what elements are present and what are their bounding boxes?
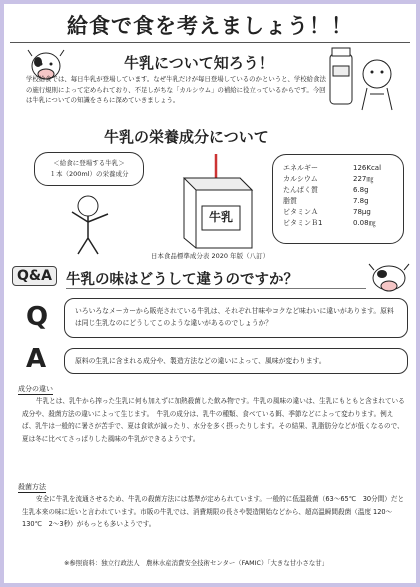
handout-page <box>4 4 416 583</box>
nutrient-row: エネルギー 126Kcal <box>283 164 382 172</box>
title-divider <box>10 42 410 43</box>
nutrition-heading: 牛乳の栄養成分について <box>104 128 269 146</box>
nutrient-row: ビタミンＡ 78μg <box>283 208 371 216</box>
intro-paragraph: 学校給食では、毎日牛乳が登場しています。なぜ牛乳だけが毎日登場しているのかというと、学校給食法の施行規則によって定められており、不足しがちな「カルシウム」の補給に役立っているからです。今回は牛乳についての知識をさらに深めていきましょう。 <box>26 75 326 104</box>
section1-label: 成分の違い <box>18 385 53 393</box>
a-letter: A <box>26 344 47 374</box>
reference-note: ※参照資料：独立行政法人 農林水産消費安全技術センター（FAMIC）「大きな甘小さな甘」 <box>64 559 329 567</box>
milk-heading: 牛乳について知ろう！ <box>124 54 274 72</box>
section2-label: 殺菌方法 <box>18 483 46 491</box>
child-character-icon <box>64 192 120 256</box>
q-letter: Q <box>26 302 49 332</box>
qa-underline <box>66 288 366 289</box>
callout-line2: １本（200ml）の栄養成分 <box>49 170 129 178</box>
cow-icon <box>366 260 412 294</box>
qa-badge: Q&A <box>12 266 57 286</box>
carton-label: 牛乳 <box>208 210 233 224</box>
source-note: 日本食品標準成分表 2020 年版（八訂） <box>150 252 270 260</box>
section2-paragraph: 安全に牛乳を流通させるため、牛乳の殺菌方法には基準が定められています。一般的に低温殺菌（63～65℃ 30分間）だと生乳本来の味に近いと言われています。市販の牛乳では、消費期限の長さや製造開始などから、超高温瞬間殺菌（温度 120～130℃ 2～3秒）がもっとも多いようです。 <box>22 495 405 528</box>
milk-bottle-icon <box>322 44 402 114</box>
milk-carton-icon <box>166 154 266 254</box>
callout-line1: ＜給食に登場する牛乳＞ <box>53 159 125 167</box>
milk-callout <box>34 152 144 186</box>
section1-paragraph: 牛乳とは、乳牛から搾った生乳に何も加えずに加熱殺菌した飲み物です。牛乳の風味の違いは、生乳にもともと含まれている成分や、殺菌方法の違いによって生じます。 牛乳の成分は、乳牛の種類、食べている餌、季節などによって変わります。例えば、乳牛は一般的に暑さが苦手で、夏は食欲が減ったり、水分を多く摂ったりします。その結果、乳脂肪分などが低くなるので、夏は冬に比べてさっぱりした風味の牛乳ができるようです。 <box>22 397 405 443</box>
question-bubble: いろいろなメーカーから販売されている牛乳は、それぞれ甘味やコクなど味わいに違いがあります。原料は同じ生乳なのにどうしてこのような違いがあるのでしょうか？ <box>64 298 408 338</box>
answer-bubble: 原料の生乳に含まれる成分や、製造方法などの違いによって、風味が変わります。 <box>64 348 408 374</box>
nutrient-row: たんぱく質 6.8g <box>283 186 369 194</box>
nutrient-row: 脂質 7.8g <box>283 197 369 205</box>
page-title: 給食で食を考えましょう！！ <box>67 14 353 38</box>
nutrient-row: ビタミンＢ1 0.08㎎ <box>283 219 376 227</box>
qa-heading: 牛乳の味はどうして違うのですか？ <box>66 272 298 288</box>
nutrient-row: カルシウム 227㎎ <box>283 175 374 183</box>
nutrient-table <box>272 154 404 244</box>
